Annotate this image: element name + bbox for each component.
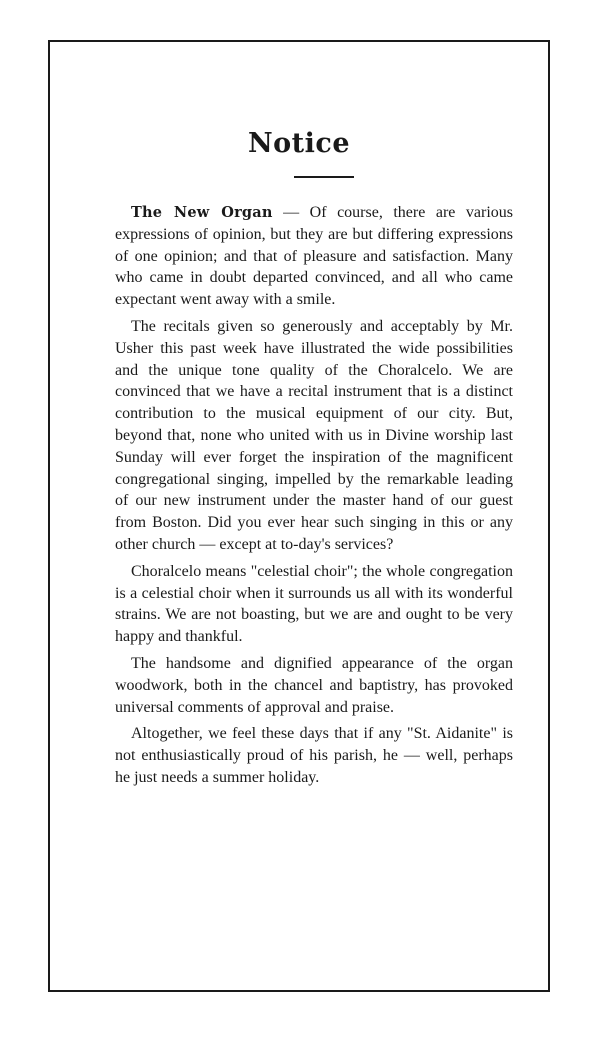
title-divider: [294, 176, 354, 178]
paragraph-recitals: [115, 316, 513, 556]
page-title: Notice: [247, 128, 351, 159]
notice-body: [115, 202, 513, 794]
paragraph-text: The recitals given so generously and acceptably by Mr. Usher this past week have illustrated the wide possibilities and the unique tone quality of the Choralcelo. We are convinced that we have a recital instrument that is a distinct contribution to the musical equipment of our city. But, beyond that, none who united with us in Divine worship last Sunday will ever forget the inspiration of the magnificent congregational singing, impelled by the remarkable leading of our new instrument under the master hand of our guest from Boston. Did you ever hear such singing in this or any other church — except at to-day's services?: [115, 317, 513, 553]
paragraph-text: Choralcelo means "celestial choir"; the whole congregation is a celestial choir when it surrounds us all with its wonderful strains. We are not boasting, but we are and ought to be very happy and thankful.: [115, 562, 513, 646]
paragraph-altogether: [115, 723, 513, 788]
paragraph-new-organ: [115, 202, 513, 311]
paragraph-text: — Of course, there are various expressions of opinion, but they are but differing expressions of one opinion; and that of pleasure and satisfaction. Many who came in doubt departed convinced, and all who came expectant went away with a smile.: [115, 204, 513, 309]
paragraph-text: Altogether, we feel these days that if any "St. Aidanite" is not enthusiastically proud of his parish, he — well, perhaps he just needs a summer holiday.: [115, 725, 513, 786]
paragraph-lead: The New Organ: [131, 204, 273, 221]
paragraph-text: The handsome and dignified appearance of the organ woodwork, both in the chancel and baptistry, has provoked universal comments of approval and praise.: [115, 654, 513, 716]
notice-frame: [48, 40, 550, 992]
paragraph-woodwork: [115, 653, 513, 718]
paragraph-choralcelo: [115, 561, 513, 648]
